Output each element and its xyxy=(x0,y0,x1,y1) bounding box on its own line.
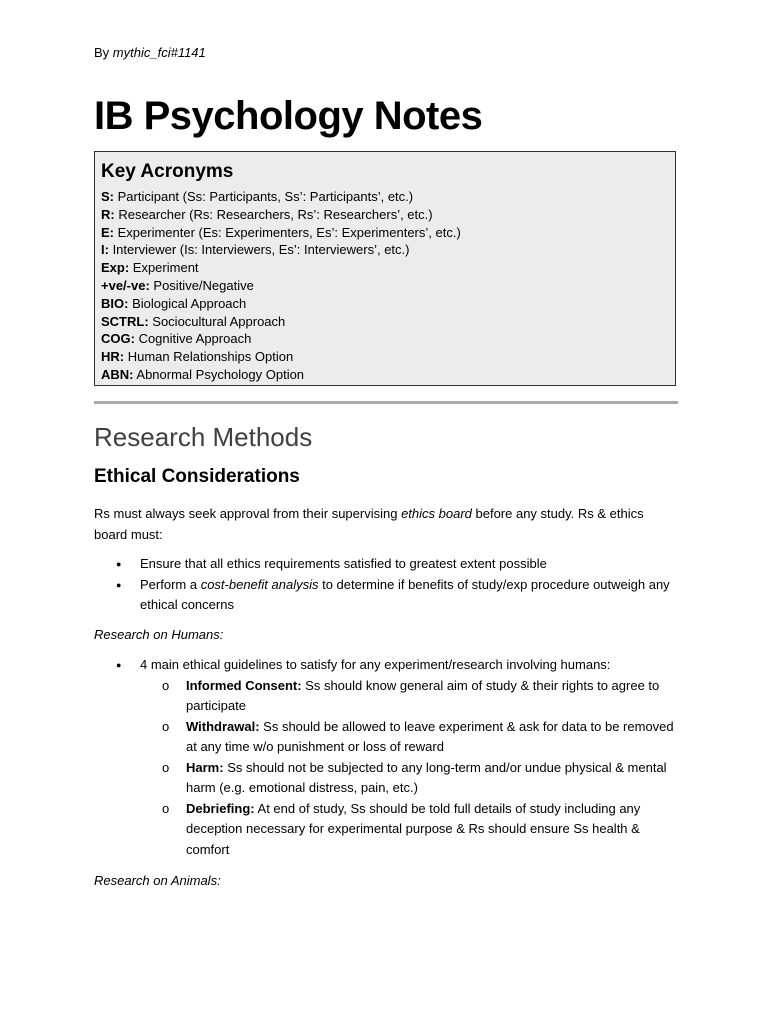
acronym-item xyxy=(101,277,669,295)
acronym-key: ABN: xyxy=(101,366,134,382)
intro-text-end: before any study. Rs & ethics board must: xyxy=(94,506,644,542)
bullet-emphasis: cost-benefit analysis xyxy=(200,576,319,592)
intro-paragraph xyxy=(94,504,678,545)
guideline-list xyxy=(140,676,678,861)
acronym-desc: Experiment xyxy=(129,260,199,276)
guideline-item xyxy=(94,799,678,861)
acronym-desc: Positive/Negative xyxy=(149,277,254,293)
guideline-desc: Ss should not be subjected to any long-term and/or undue physical & mental harm (e.g. emotional distress, pain, etc.) xyxy=(186,759,667,795)
acronym-key: SCTRL: xyxy=(101,313,149,329)
acronym-key: I: xyxy=(101,242,109,258)
acronym-desc: Interviewer (Is: Interviewers, Es’: Interviewers’, etc.) xyxy=(108,242,410,258)
acronym-item xyxy=(101,206,669,224)
author-name: mythic_fci#1141 xyxy=(112,45,206,60)
subsection-heading: Ethical Considerations xyxy=(94,466,300,487)
bullet-text: 4 main ethical guidelines to satisfy for any experiment/research involving humans: xyxy=(140,657,611,672)
author-prefix: By xyxy=(94,45,113,60)
guideline-desc: At end of study, Ss should be told full details of study including any deception necessary for experimental purpose & Rs should ensure Ss health & comfort xyxy=(186,800,641,857)
bullet-item xyxy=(94,554,678,575)
intro-text: Rs must always seek approval from their supervising xyxy=(94,506,402,521)
guideline-key: Withdrawal: xyxy=(186,718,260,734)
acronym-key: E: xyxy=(101,224,114,240)
guideline-desc: Ss should be allowed to leave experiment & ask for data to be removed at any time w/o punishment or loss of reward xyxy=(186,718,674,754)
acronym-list xyxy=(101,188,669,384)
acronym-key: +ve/-ve: xyxy=(101,277,150,293)
acronym-desc: Experimenter (Es: Experimenters, Es’: Experimenters’, etc.) xyxy=(114,224,461,240)
acronym-item xyxy=(101,295,669,313)
acronym-key: R: xyxy=(101,206,115,222)
acronym-desc: Biological Approach xyxy=(128,295,247,311)
intro-emphasis: ethics board xyxy=(401,506,472,521)
acronym-item xyxy=(101,348,669,366)
acronym-desc: Sociocultural Approach xyxy=(148,313,286,329)
acronym-desc: Abnormal Psychology Option xyxy=(133,366,305,382)
key-acronyms-heading: Key Acronyms xyxy=(101,161,234,182)
guideline-desc: Ss should know general aim of study & their rights to agree to participate xyxy=(186,677,660,713)
bullet-item xyxy=(94,655,678,860)
bullet-item xyxy=(94,575,678,616)
acronym-key: S: xyxy=(101,189,114,204)
acronym-desc: Human Relationships Option xyxy=(124,349,294,365)
acronym-item xyxy=(101,366,669,384)
ethics-board-bullets xyxy=(94,554,678,616)
guideline-key: Harm: xyxy=(186,759,224,775)
guideline-item xyxy=(94,676,678,717)
guideline-key: Debriefing: xyxy=(186,800,255,816)
guideline-item xyxy=(94,717,678,758)
acronym-key: BIO: xyxy=(101,295,129,311)
acronym-desc: Cognitive Approach xyxy=(134,331,252,347)
acronym-item xyxy=(101,259,669,277)
humans-heading: Research on Humans: xyxy=(94,627,224,642)
acronym-item xyxy=(101,241,669,259)
humans-bullets xyxy=(94,655,678,860)
bullet-text: Ensure that all ethics requirements satisfied to greatest extent possible xyxy=(140,556,547,571)
acronym-item xyxy=(101,313,669,331)
acronym-key: COG: xyxy=(101,331,135,347)
acronym-key: HR: xyxy=(101,349,125,365)
animals-heading: Research on Animals: xyxy=(94,873,221,888)
acronym-item xyxy=(101,330,669,348)
author-line xyxy=(94,45,206,60)
acronym-item xyxy=(101,224,669,242)
bullet-text: Perform a xyxy=(140,576,201,592)
acronym-item xyxy=(101,188,669,206)
acronym-desc: Researcher (Rs: Researchers, Rs’: Researchers’, etc.) xyxy=(114,206,433,222)
horizontal-rule xyxy=(94,401,678,404)
key-acronyms-box xyxy=(94,151,676,386)
guideline-key: Informed Consent: xyxy=(186,677,302,693)
page-title: IB Psychology Notes xyxy=(94,94,483,138)
acronym-desc: Participant (Ss: Participants, Ss’: Participants’, etc.) xyxy=(114,189,414,204)
guideline-item xyxy=(94,758,678,799)
section-heading: Research Methods xyxy=(94,422,313,452)
bullet-text-end: to determine if benefits of study/exp procedure outweigh any ethical concerns xyxy=(140,576,670,612)
acronym-key: Exp: xyxy=(101,260,130,276)
